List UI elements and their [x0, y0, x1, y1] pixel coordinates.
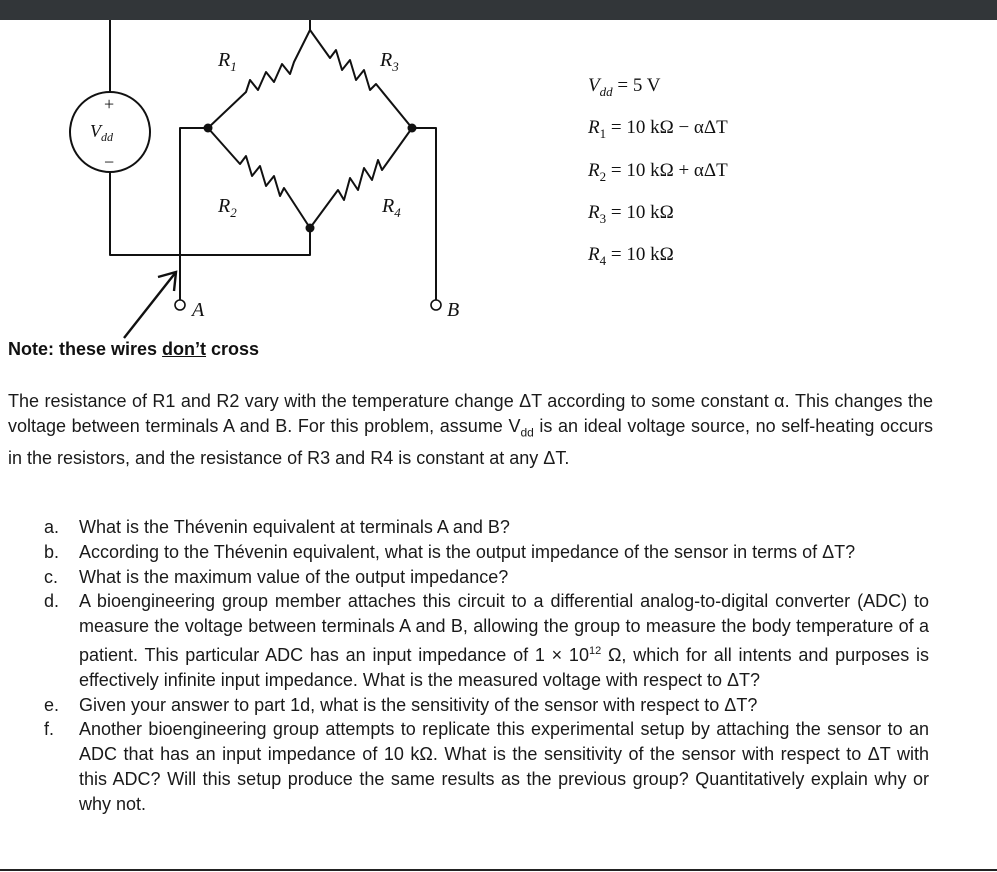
- resistor-r1: [208, 30, 310, 128]
- wire-source-bottom: [110, 172, 310, 255]
- page-bottom-rule: [0, 869, 997, 871]
- wire-note: Note: these wires don’t cross: [8, 339, 260, 359]
- question-c: c. What is the maximum value of the output impedance?: [44, 566, 509, 587]
- source-label: $V_{dd}$: [90, 121, 113, 144]
- equation-r3: $R_3 = 10$ kΩ: [588, 201, 674, 226]
- label-r4: $R_4$: [382, 195, 401, 220]
- label-terminal-a: A: [192, 299, 205, 321]
- label-r1: $R_1$: [218, 49, 237, 74]
- equation-vdd: $V_{dd} = 5$ V: [588, 75, 661, 99]
- equation-r4: $R_4 = 10$ kΩ: [588, 244, 674, 268]
- source-plus: +: [104, 94, 115, 114]
- node-left: [204, 124, 213, 133]
- node-bottom: [306, 224, 315, 233]
- wheatstone-bridge-diagram: [0, 20, 560, 340]
- node-right: [408, 124, 417, 133]
- question-f: f. Another bioengineering group attempts to replicate this experimental setup by attaching the sensor to an ADC that has an input impedance of 10 kΩ. What is the sensitivity of the sensor with respect to ΔT with this ADC? Will this setup produce the same results as the previous group? Quantitatively explain why or why not.: [44, 719, 929, 814]
- question-a: a. What is the Thévenin equivalent at terminals A and B?: [44, 517, 510, 537]
- question-d: d. A bioengineering group member attaches this circuit to a differential analog-to-digital converter (ADC) to measure the voltage between terminals A and B, allowing the group to measure the body temperature of a patient. This particular ADC has an input impedance of $1 \times 10^{12}$ Ω, which for all intents and purposes is effectively infinite input impedance. What is the measured voltage with respect to ΔT?: [44, 591, 929, 690]
- equation-r1: $R_1 = 10$ kΩ − αΔT: [588, 117, 728, 142]
- equation-r2: $R_2 = 10$ kΩ + αΔT: [588, 159, 728, 184]
- wire-left-node: [180, 128, 208, 300]
- wire-right-node: [412, 128, 436, 300]
- label-r3: $R_3$: [380, 49, 399, 74]
- source-minus: −: [104, 152, 115, 172]
- component-values: [588, 68, 728, 279]
- viewer-toolbar: [0, 0, 997, 20]
- question-b: b. According to the Thévenin equivalent, what is the output impedance of the sensor in terms of ΔT?: [44, 541, 856, 562]
- terminal-b-circle: [431, 300, 441, 310]
- note-arrow-shaft: [124, 272, 176, 338]
- problem-description: The resistance of R1 and R2 vary with the temperature change ΔT according to some constant α. This changes the voltage between terminals A and B. For this problem, assume $V_{dd}$ is an ideal voltage source, no self-heating occurs in the resistors, and the resistance of R3 and R4 is constant at any ΔT.: [8, 391, 933, 468]
- resistor-r3: [310, 30, 412, 128]
- label-r2: $R_2$: [218, 195, 237, 220]
- question-e: e. Given your answer to part 1d, what is the sensitivity of the sensor with respect to ΔT?: [44, 694, 758, 715]
- question-list: [44, 515, 929, 817]
- label-terminal-b: B: [447, 299, 460, 321]
- terminal-a-circle: [175, 300, 185, 310]
